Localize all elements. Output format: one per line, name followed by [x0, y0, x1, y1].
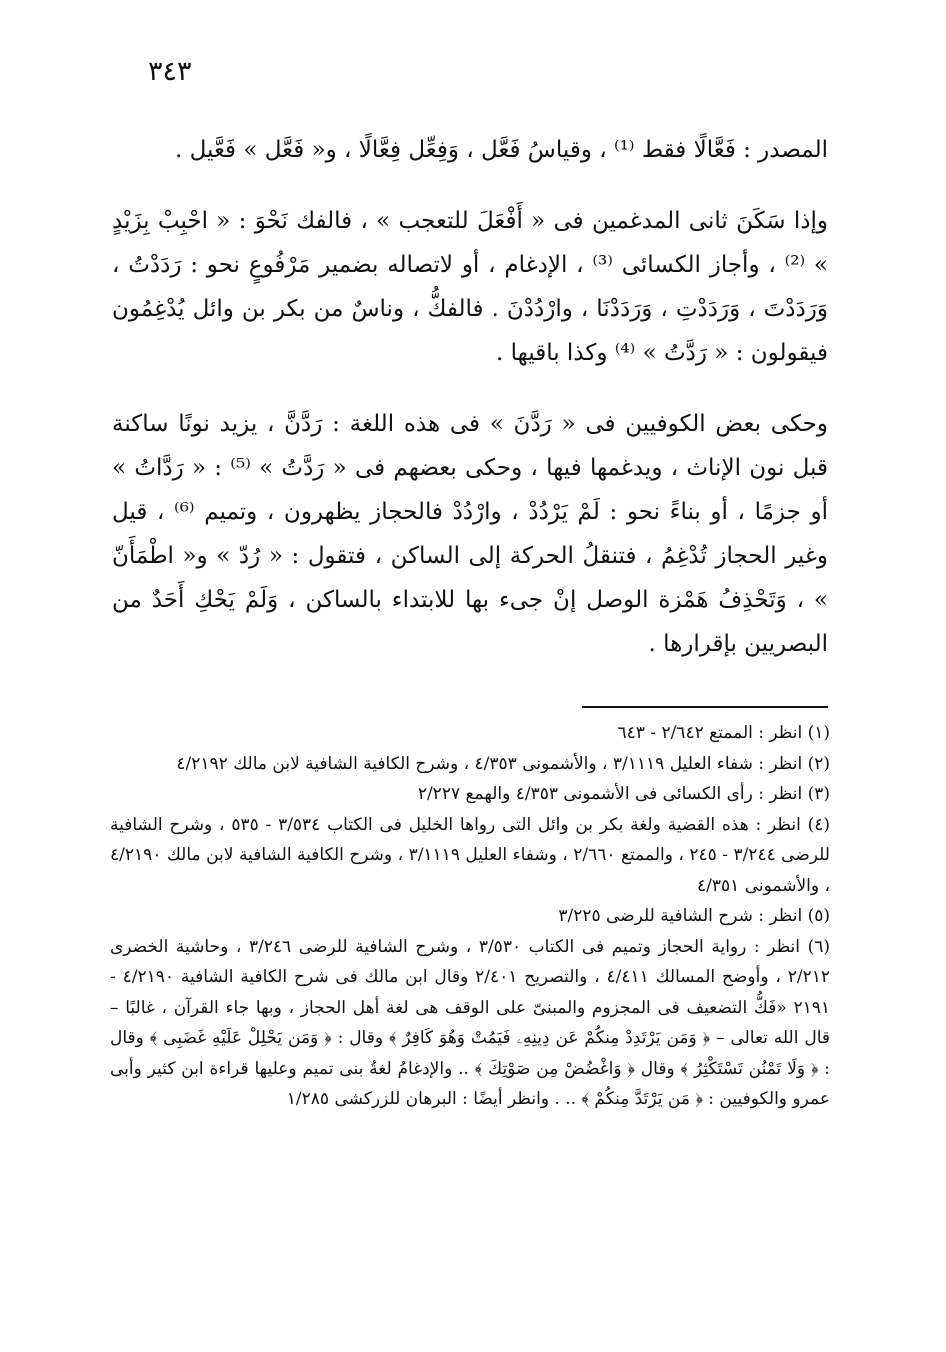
- paragraph: وإذا سَكَنَ ثانى المدغمين فى « أَفْعَلَ للتعجب » ، فالفك نَحْوَ : « احْبِبْ بِزَيْدٍ » ⁽²⁾ ، وأجاز الكسائى ⁽³⁾ ، الإدغام ، أو لاتصاله بضمير مَرْفُوعٍ نحو : رَدَدْتُ ، وَرَدَدْتَ ، وَرَدَدْتِ ، وَرَدَدْنَا ، وارْدُدْنَ . فالفكُّ ، وناسٌ من بكر بن وائل يُدْغِمُون فيقولون : « رَدَّتُ » ⁽⁴⁾ وكذا باقيها .: [112, 208, 828, 366]
- footnote: (٥) انظر : شرح الشافية للرضى ٣/٢٢٥: [558, 906, 830, 926]
- footnote: (٢) انظر : شفاء العليل ٣/١١١٩ ، والأشمونى ٤/٣٥٣ ، وشرح الكافية الشافية لابن مالك ٤/٢١٩٢: [176, 753, 830, 774]
- footnotes: [110, 718, 830, 1115]
- paragraph: وحكى بعض الكوفيين فى « رَدَّنَ » فى هذه اللغة : رَدَّنَّ ، يزيد نونًا ساكنة قبل نون الإناث ، ويدغمها فيها ، وحكى بعضهم فى « رَدَّتُ » ⁽⁵⁾ : « رَدَّاتُ » أو جزمًا ، أو بناءً نحو : لَمْ يَرْدُدْ ، وارْدُدْ فالحجاز يظهرون ، وتميم ⁽⁶⁾ ، قيل وغير الحجاز تُدْغِمُ ، فتنقلُ الحركة إلى الساكن ، فتقول : « رُدّ » و« اطْمَأَنّ » ، وَتَحْذِفُ هَمْزة الوصل إنْ جىء بها للابتداء بالساكن ، وَلَمْ يَحْكِ أَحَدٌ من البصريين بإقرارها .: [112, 411, 828, 657]
- footnote: (٣) انظر : رأى الكسائى فى الأشمونى ٤/٣٥٣ والهمع ٢/٢٢٧: [417, 784, 830, 804]
- paragraph: المصدر : فَعَّالًا فقط ⁽¹⁾ ، وقياسُ فَعَّل ، وَفِعِّل فِعَّالًا ، و« فَعَّل » فَعَّيل .: [174, 137, 828, 163]
- main-text: [112, 128, 828, 693]
- footnote: (١) انظر : الممتع ٢/٦٤٢ - ٦٤٣: [617, 723, 830, 743]
- footnote-divider: [582, 706, 828, 708]
- page-number: ٣٤٣: [148, 56, 192, 87]
- footnote: (٦) انظر : رواية الحجاز وتميم فى الكتاب ٣/٥٣٠ ، وشرح الشافية للرضى ٣/٢٤٦ ، وحاشية الخضرى ٢/٢١٢ ، وأوضح المسالك ٤/٤١١ ، والتصريح ٢/٤٠١ وقال ابن مالك فى شرح الكافية الشافية ٤/٢١٩٠ - ٢١٩١ «فَكُّ التضعيف فى المجزوم والمبنىّ على الوقف هى لغة أهل الحجاز ، وبها جاء القرآن ، غالبًا – قال الله تعالى – ﴿ وَمَن يَرْتَدِدْ مِنكُمْ عَن دِينِهِۦ فَيَمُتْ وَهُوَ كَافِرٌ ﴾ وقال : ﴿ وَمَن يَحْلِلْ عَلَيْهِ غَضَبِى ﴾ وقال : ﴿ وَلَا تَمْنُن تَسْتَكْثِرُ ﴾ وقال ﴿ وَاغْضُضْ مِن صَوْتِكَ ﴾ .. والإدغامُ لغةُ بنى تميم وعليها قراءة ابن كثير وأبى عمرو والكوفيين : ﴿ مَن يَرْتَدَّ مِنكُمْ ﴾ .. . وانظر أيضًا : البرهان للزركشى ١/٢٨٥: [110, 936, 831, 1109]
- footnote: (٤) انظر : هذه القضية ولغة بكر بن وائل التى رواها الخليل فى الكتاب ٣/٥٣٤ - ٥٣٥ ، وشرح الشافية للرضى ٣/٢٤٤ - ٢٤٥ ، والممتع ٢/٦٦٠ ، وشفاء العليل ٣/١١١٩ ، وشرح الكافية الشافية لابن مالك ٤/٢١٩٠ ، والأشمونى ٤/٣٥١: [110, 814, 831, 896]
